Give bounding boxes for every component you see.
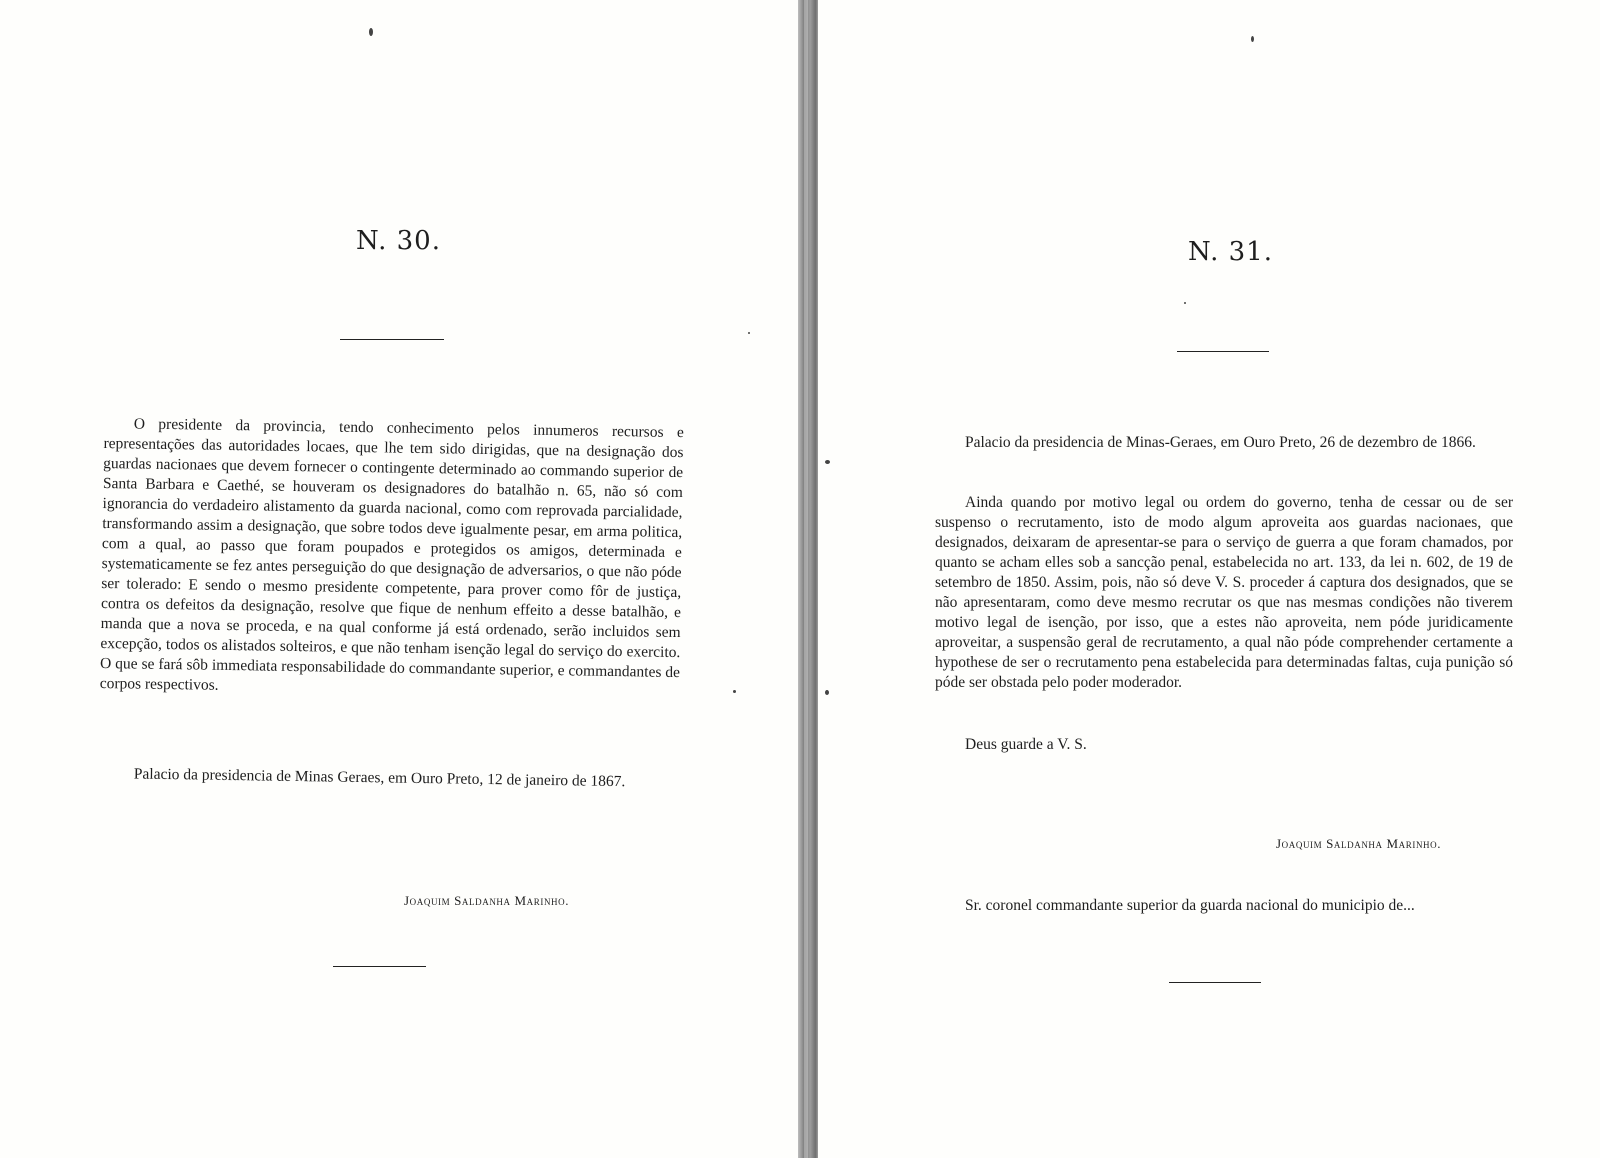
document-number: N. 30. xyxy=(356,226,441,256)
dateline-block xyxy=(935,433,1513,453)
decree-body: O presidente da provincia, tendo conhecimento pelos innumeros recursos e representações das autoridades locaes, que lhe tem sido dirigidas, que na designação dos guardas nacionaes que devem fornecer o contingente determinado ao commando superior de Santa Barbara e Caethé, se houveram os designadores do batalhão n. 65, não só com ignorancia do verdadeiro alistamento da guarda nacional, como com reprovada parcialidade, transformando assim a designação, que sobre todos deve igualmente pesar, em arma politica, com a qual, ao passo que foram poupados e protegidos os amigos, determinada e systematicamente se fez antes perseguição do que designação de adversarios, o que não póde ser tolerado: E sendo o mesmo presidente competente, para prover como fôr de justiça, contra os defeitos da designação, resolve que fique de nenhum effeito a desse batalhão, e manda que a nova se proceda, e na qual conforme já está ordenado, serão incluidos sem excepção, todos os alistados solteiros, e que não tenham isenção legal do serviço do exercito. O que se fará sôb immediata responsabilidade do commandante superior, e commandantes de corpos respectivos. xyxy=(99,415,684,694)
decree-text xyxy=(100,414,684,703)
scan-speck xyxy=(733,690,736,693)
title-rule xyxy=(340,339,444,340)
scan-speck xyxy=(1251,36,1254,42)
addressee: Sr. coronel commandante superior da guarda nacional do municipio de... xyxy=(965,897,1415,914)
title-rule xyxy=(1177,351,1269,352)
dateline: Palacio da presidencia de Minas Geraes, em Ouro Preto, 12 de janeiro de 1867. xyxy=(133,765,626,791)
right-page xyxy=(818,0,1600,1158)
letter-text xyxy=(935,493,1513,693)
scan-speck xyxy=(1184,302,1186,304)
document-number: N. 31. xyxy=(1188,237,1273,267)
book-gutter xyxy=(798,0,820,1158)
scan-speck xyxy=(825,690,829,695)
scan-speck xyxy=(748,332,750,334)
dateline: Palacio da presidencia de Minas-Geraes, em Ouro Preto, 26 de dezembro de 1866. xyxy=(965,434,1476,451)
dateline-block xyxy=(104,764,684,793)
addressee-block xyxy=(935,896,1513,916)
letter-body: Ainda quando por motivo legal ou ordem do governo, tenha de cessar ou de ser suspenso o recrutamento, isto de modo algum aproveita aos guardas nacionaes, que designados, deixaram de apresentar-se para o serviço de guerra a que foram chamados, por quanto se acham elles sob a sancção penal, estabelecida no art. 133, da lei n. 602, de 19 de setembro de 1850. Assim, pois, não só deve V. S. proceder á captura dos designados, que se não apresentaram, como deve mesmo recrutar os que nas mesmas condições não tiverem motivo legal de isenção, por isso, que a estes não aproveita, nem póde juridicamente aproveitar, a suspensão geral de recrutamento, a qual não póde comprehender certamente a hypothese de ser o recrutamento pena estabelecida para determinadas faltas, cuja punição só póde ser obstada pelo poder moderador. xyxy=(935,494,1513,691)
closing-block xyxy=(935,735,1513,755)
closing-rule xyxy=(333,966,426,967)
closing-rule xyxy=(1169,982,1261,983)
signature: Joaquim Saldanha Marinho. xyxy=(404,893,570,908)
signature: Joaquim Saldanha Marinho. xyxy=(1276,836,1442,851)
scan-speck xyxy=(369,28,373,36)
closing: Deus guarde a V. S. xyxy=(965,736,1087,753)
scan-speck xyxy=(825,460,830,464)
